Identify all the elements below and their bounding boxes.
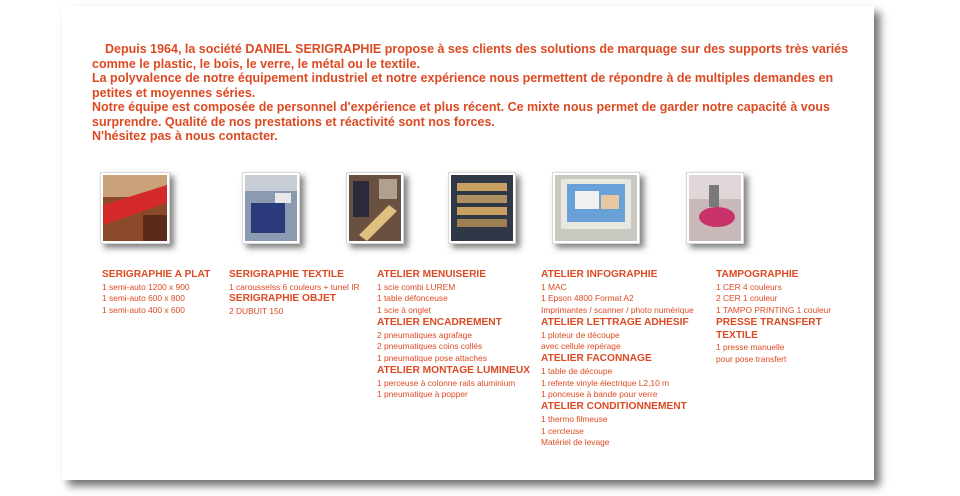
list-item: 2 pneumatiques coins collés bbox=[377, 341, 483, 352]
section-heading: ATELIER LETTRAGE ADHESIF bbox=[541, 316, 689, 328]
section-heading: PRESSE TRANSFERT TEXTILE bbox=[716, 316, 822, 341]
list-item: Matériel de levage bbox=[541, 437, 610, 448]
section-heading: SERIGRAPHIE A PLAT bbox=[102, 269, 211, 280]
list-item: 2 pneumatiques agrafage bbox=[377, 329, 472, 340]
list-item: 1 TAMPO PRINTING 1 couleur bbox=[716, 305, 832, 316]
list-item: 1 scie combi LUREM bbox=[377, 281, 456, 292]
section-heading: ATELIER ENCADREMENT bbox=[377, 316, 502, 328]
list-item: avec cellule repérage bbox=[541, 341, 621, 352]
equipment-column-5 bbox=[716, 269, 852, 366]
list-item: 1 perceuse à colonne rails aluminium bbox=[377, 377, 516, 388]
equipment-column-4 bbox=[541, 269, 694, 449]
list-item: 1 semi-auto 400 x 600 bbox=[102, 305, 185, 316]
list-item: 1 ponceuse à bande pour verre bbox=[541, 389, 658, 400]
list-item: 1 refente vinyle électrique L2,10 m bbox=[541, 377, 670, 388]
menuiserie-photo bbox=[346, 172, 404, 244]
list-item: 1 scie à onglet bbox=[377, 305, 432, 316]
list-item: 1 ploteur de découpe bbox=[541, 329, 620, 340]
equipment-column-2 bbox=[229, 269, 360, 318]
intro-paragraph-4: N'hésitez pas à nous contacter. bbox=[92, 129, 278, 143]
encadrement-photo bbox=[448, 172, 516, 244]
list-item: 1 carousselss 6 couleurs + tunel IR bbox=[229, 281, 360, 292]
intro-paragraph-1: Depuis 1964, la société DANIEL SERIGRAPHIE propose à ses clients des solutions de marquage sur des supports très variés comme le plastic, le bois, le verre, le métal ou le textile. bbox=[92, 42, 849, 71]
list-item: 2 DUBUIT 150 bbox=[229, 305, 284, 316]
list-item: 1 pneumatique pose attaches bbox=[377, 353, 487, 364]
section-heading: ATELIER CONDITIONNEMENT bbox=[541, 401, 687, 413]
textile-photo bbox=[242, 172, 300, 244]
list-item: pour pose transfert bbox=[716, 353, 787, 364]
list-item: 1 Epson 4800 Format A2 bbox=[541, 293, 634, 304]
intro-text bbox=[92, 42, 852, 144]
section-heading: ATELIER FACONNAGE bbox=[541, 353, 652, 365]
list-item: 2 CER 1 couleur bbox=[716, 293, 778, 304]
list-item: 1 semi-auto 1200 x 900 bbox=[102, 281, 190, 292]
list-item: 1 pneumatique à popper bbox=[377, 389, 468, 400]
section-heading: ATELIER MONTAGE LUMINEUX bbox=[377, 364, 530, 376]
equipment-column-1 bbox=[102, 269, 210, 317]
list-item: 1 CER 4 couleurs bbox=[716, 281, 782, 292]
list-item: 1 semi-auto 600 x 800 bbox=[102, 293, 185, 304]
list-item: 1 cercleuse bbox=[541, 425, 584, 436]
list-item: 1 MAC bbox=[541, 281, 567, 292]
section-heading: ATELIER INFOGRAPHIE bbox=[541, 269, 658, 280]
list-item: 1 presse manuelle bbox=[716, 342, 785, 353]
section-heading: ATELIER MENUISERIE bbox=[377, 269, 487, 280]
list-item: 1 thermo filmeuse bbox=[541, 413, 608, 424]
infographie-photo bbox=[552, 172, 640, 244]
tampographie-photo bbox=[686, 172, 744, 244]
section-heading: SERIGRAPHIE OBJET bbox=[229, 293, 336, 305]
serigraphie-photo bbox=[100, 172, 170, 244]
section-heading: TAMPOGRAPHIE bbox=[716, 269, 799, 280]
intro-paragraph-2: La polyvalence de notre équipement industriel et notre expérience nous permettent de répondre à de multiples demandes en petites et moyennes séries. bbox=[92, 71, 834, 100]
section-heading: SERIGRAPHIE TEXTILE bbox=[229, 269, 344, 280]
list-item: 1 table de découpe bbox=[541, 365, 613, 376]
list-item: Imprimantes / scanner / photo numérique bbox=[541, 305, 694, 316]
intro-paragraph-3: Notre équipe est composée de personnel d'expérience et plus récent. Ce mixte nous permet de garder notre capacité à vous surprendre. Qualité de nos prestations et réactivité sont nos forces. bbox=[92, 100, 830, 129]
equipment-column-3 bbox=[377, 269, 530, 401]
list-item: 1 table défonceuse bbox=[377, 293, 448, 304]
